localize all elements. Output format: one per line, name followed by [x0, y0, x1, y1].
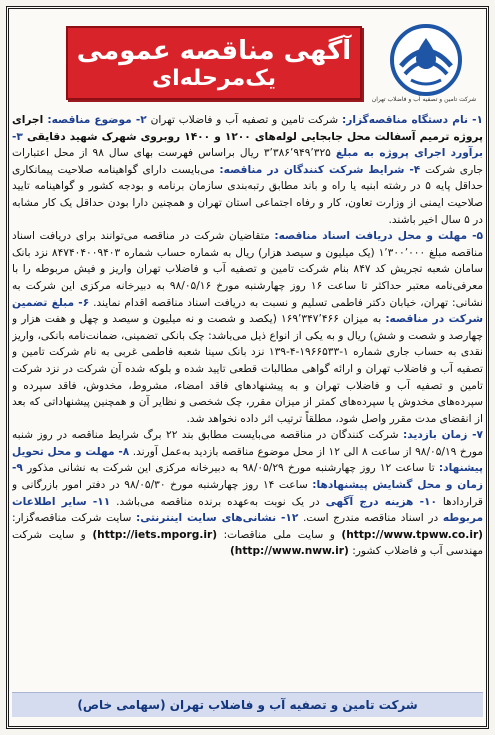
- logo-caption: شرکت تامین و تصفیه آب و فاضلاب تهران: [371, 96, 477, 103]
- item-3-heading: ۳- برآورد اجرای پروژه به مبلغ: [12, 130, 483, 160]
- ad-header: [6, 6, 489, 103]
- item-1-heading: ۱- نام دستگاه مناقصه‌گزار:: [342, 114, 483, 126]
- item-5-text: متقاضیان شرکت در مناقصه می‌توانند برای دریافت اسناد مناقصه مبلغ ۱٬۳۰۰٬۰۰۰ (یک میلیون و سیصد هزار) ریال به شماره حساب شماره ۸۴۷۴۰۴۰۰۹۴۰۳ نزد بانک سامان شعبه تجریش کد ۸۴۷ بنام شرکت تامین و تصفیه آب و فاضلاب تهران واریز و فیش مربوطه را با معرفی‌نامه معتبر حداکثر تا ساعت ۱۶ روز چهارشنبه مورخ ۹۸/۰۵/۱۶ به دبیرخانه مرکزی این شرکت به نشانی: تهران، خیابان دکتر فاطمی تسلیم و نسبت به دریافت اسناد مناقصه اقدام نمایند.: [12, 230, 483, 309]
- item-9-text: ساعت ۱۴ روز چهارشنبه مورخ ۹۸/۰۵/۳۰ در دفتر امور بازرگانی و قراردادها: [12, 479, 483, 508]
- item-9-heading: ۹- زمان و محل گشایش پیشنهادها:: [12, 462, 483, 492]
- item-12-text-a: سایت شرکت مناقصه‌گزار:: [12, 512, 137, 525]
- item-12-text-c: و سایت شرکت مهندسی آب و فاضلاب کشور:: [12, 528, 483, 558]
- item-12-text-b: و سایت ملی مناقصات:: [217, 528, 342, 541]
- item-6-heading: ۶- مبلغ تضمین شرکت در مناقصه:: [12, 296, 483, 326]
- item-2-heading: ۲- موضوع مناقصه:: [47, 114, 147, 126]
- item-2-text: اجرای پروژه ترمیم آسفالت محل جابجایی لوله‌های ۱۲۰۰ و ۱۴۰۰ روبروی شهرک شهید دقایقی: [12, 114, 483, 143]
- item-11-heading: ۱۱- سایر اطلاعات مربوطه: [12, 495, 483, 525]
- item-8-heading: ۸- مهلت و محل تحویل پیشنهاد:: [12, 445, 483, 475]
- item-1-text: شرکت تامین و تصفیه آب و فاضلاب تهران: [146, 114, 342, 126]
- item-7-text: شرکت کنندگان در مناقصه می‌بایست مطابق بند ۲۲ برگ شرایط مناقصه در روز شنبه مورخ ۹۸/۰۵/۱۹ از ساعت ۸ الی ۱۲ از محل موضوع مناقصه بازدید به‌عمل آورند.: [12, 429, 483, 458]
- item-11-text: در اسناد مناقصه مندرج است.: [298, 512, 443, 525]
- item-3-text: ۳٬۳۸۶٬۹۴۹٬۳۲۵ ریال براساس فهرست بهای سال ۹۸ از محل اعتبارات جاری شرکت: [12, 147, 483, 176]
- item-7-heading: ۷- زمان بازدید:: [403, 429, 483, 442]
- banner-title: آگهی مناقصه عمومی: [76, 36, 352, 66]
- paragraph-2: [12, 228, 483, 427]
- item-4-text: می‌بایست دارای گواهینامه صلاحیت پیمانکاری حداقل پایه ۵ در رشته ابنیه یا راه و باند مطابق رتبه‌بندی سازمان برنامه و بودجه کشور و گواهینامه تایید صلاحیت ایمنی از وزارت تعاون، کار و رفاه اجتماعی استان تهران و همچنین دارا بودن حداقل یک کار مشابه در ۵ سال اخیر باشند.: [12, 163, 483, 226]
- item-8-text: تا ساعت ۱۲ روز چهارشنبه مورخ ۹۸/۰۵/۲۹ به دبیرخانه مرکزی این شرکت به نشانی مذکور: [22, 462, 439, 475]
- ad-body: [12, 112, 483, 672]
- company-website-link[interactable]: (http://www.tpww.co.ir): [341, 528, 483, 541]
- paragraph-3: [12, 427, 483, 560]
- item-6-text: به میزان ۱۶۹٬۳۴۷٬۴۶۶ (یکصد و شصت و نه میلیون و سیصد و چهل و هفت هزار و چهارصد و شصت و شش) ریال و به یکی از انواع ذیل می‌باشد: چک بانکی تضمینی، ضمانت‌نامه بانکی، واریز نقدی به حساب جاری شماره ۱-۱۹۶۶۵۳۳-۴-۱۳۹ نزد بانک سینا شعبه فاطمی غربی به نام شرکت تامین و تصفیه آب و فاضلاب تهران و ارائه گواهی مطالبات قطعی تایید شده و بلوکه شده آن شرکت در نزد شرکت تامین و تصفیه آب و فاضلاب تهران و به پیشنهادهای فاقد امضاء، مشروط، مخدوش، فاقد سپرده و سپرده‌های مخدوش یا سپرده‌های کمتر از میزان مقرر، چک شخصی و نظایر آن و همچنین پیشنهاداتی که بعد از انقضای مدت مقرر واصل شود، مطلقاً ترتیب اثر داده نخواهد شد.: [12, 313, 483, 425]
- water-company-logo-icon: [381, 18, 471, 108]
- item-4-heading: ۴- شرایط شرکت کنندگان در مناقصه:: [219, 163, 421, 176]
- item-10-heading: ۱۰- هزینه درج آگهی: [325, 495, 437, 508]
- title-banner: [66, 26, 362, 100]
- water-engineering-website-link[interactable]: (http://www.nww.ir): [229, 545, 349, 558]
- national-tenders-website-link[interactable]: (http://iets.mporg.ir): [92, 528, 218, 541]
- item-12-heading: ۱۲- نشانی‌های سایت اینترنتی:: [136, 512, 299, 525]
- paragraph-1: [12, 112, 483, 228]
- item-5-heading: ۵- مهلت و محل دریافت اسناد مناقصه:: [274, 230, 483, 243]
- banner-subtitle: یک‌مرحله‌ای: [152, 66, 276, 91]
- item-10-text: در یک نوبت به‌عهده برنده مناقصه می‌باشد.: [110, 495, 326, 508]
- footer-company-name: شرکت تامین و تصفیه آب و فاضلاب تهران (سهامی خاص): [12, 692, 483, 717]
